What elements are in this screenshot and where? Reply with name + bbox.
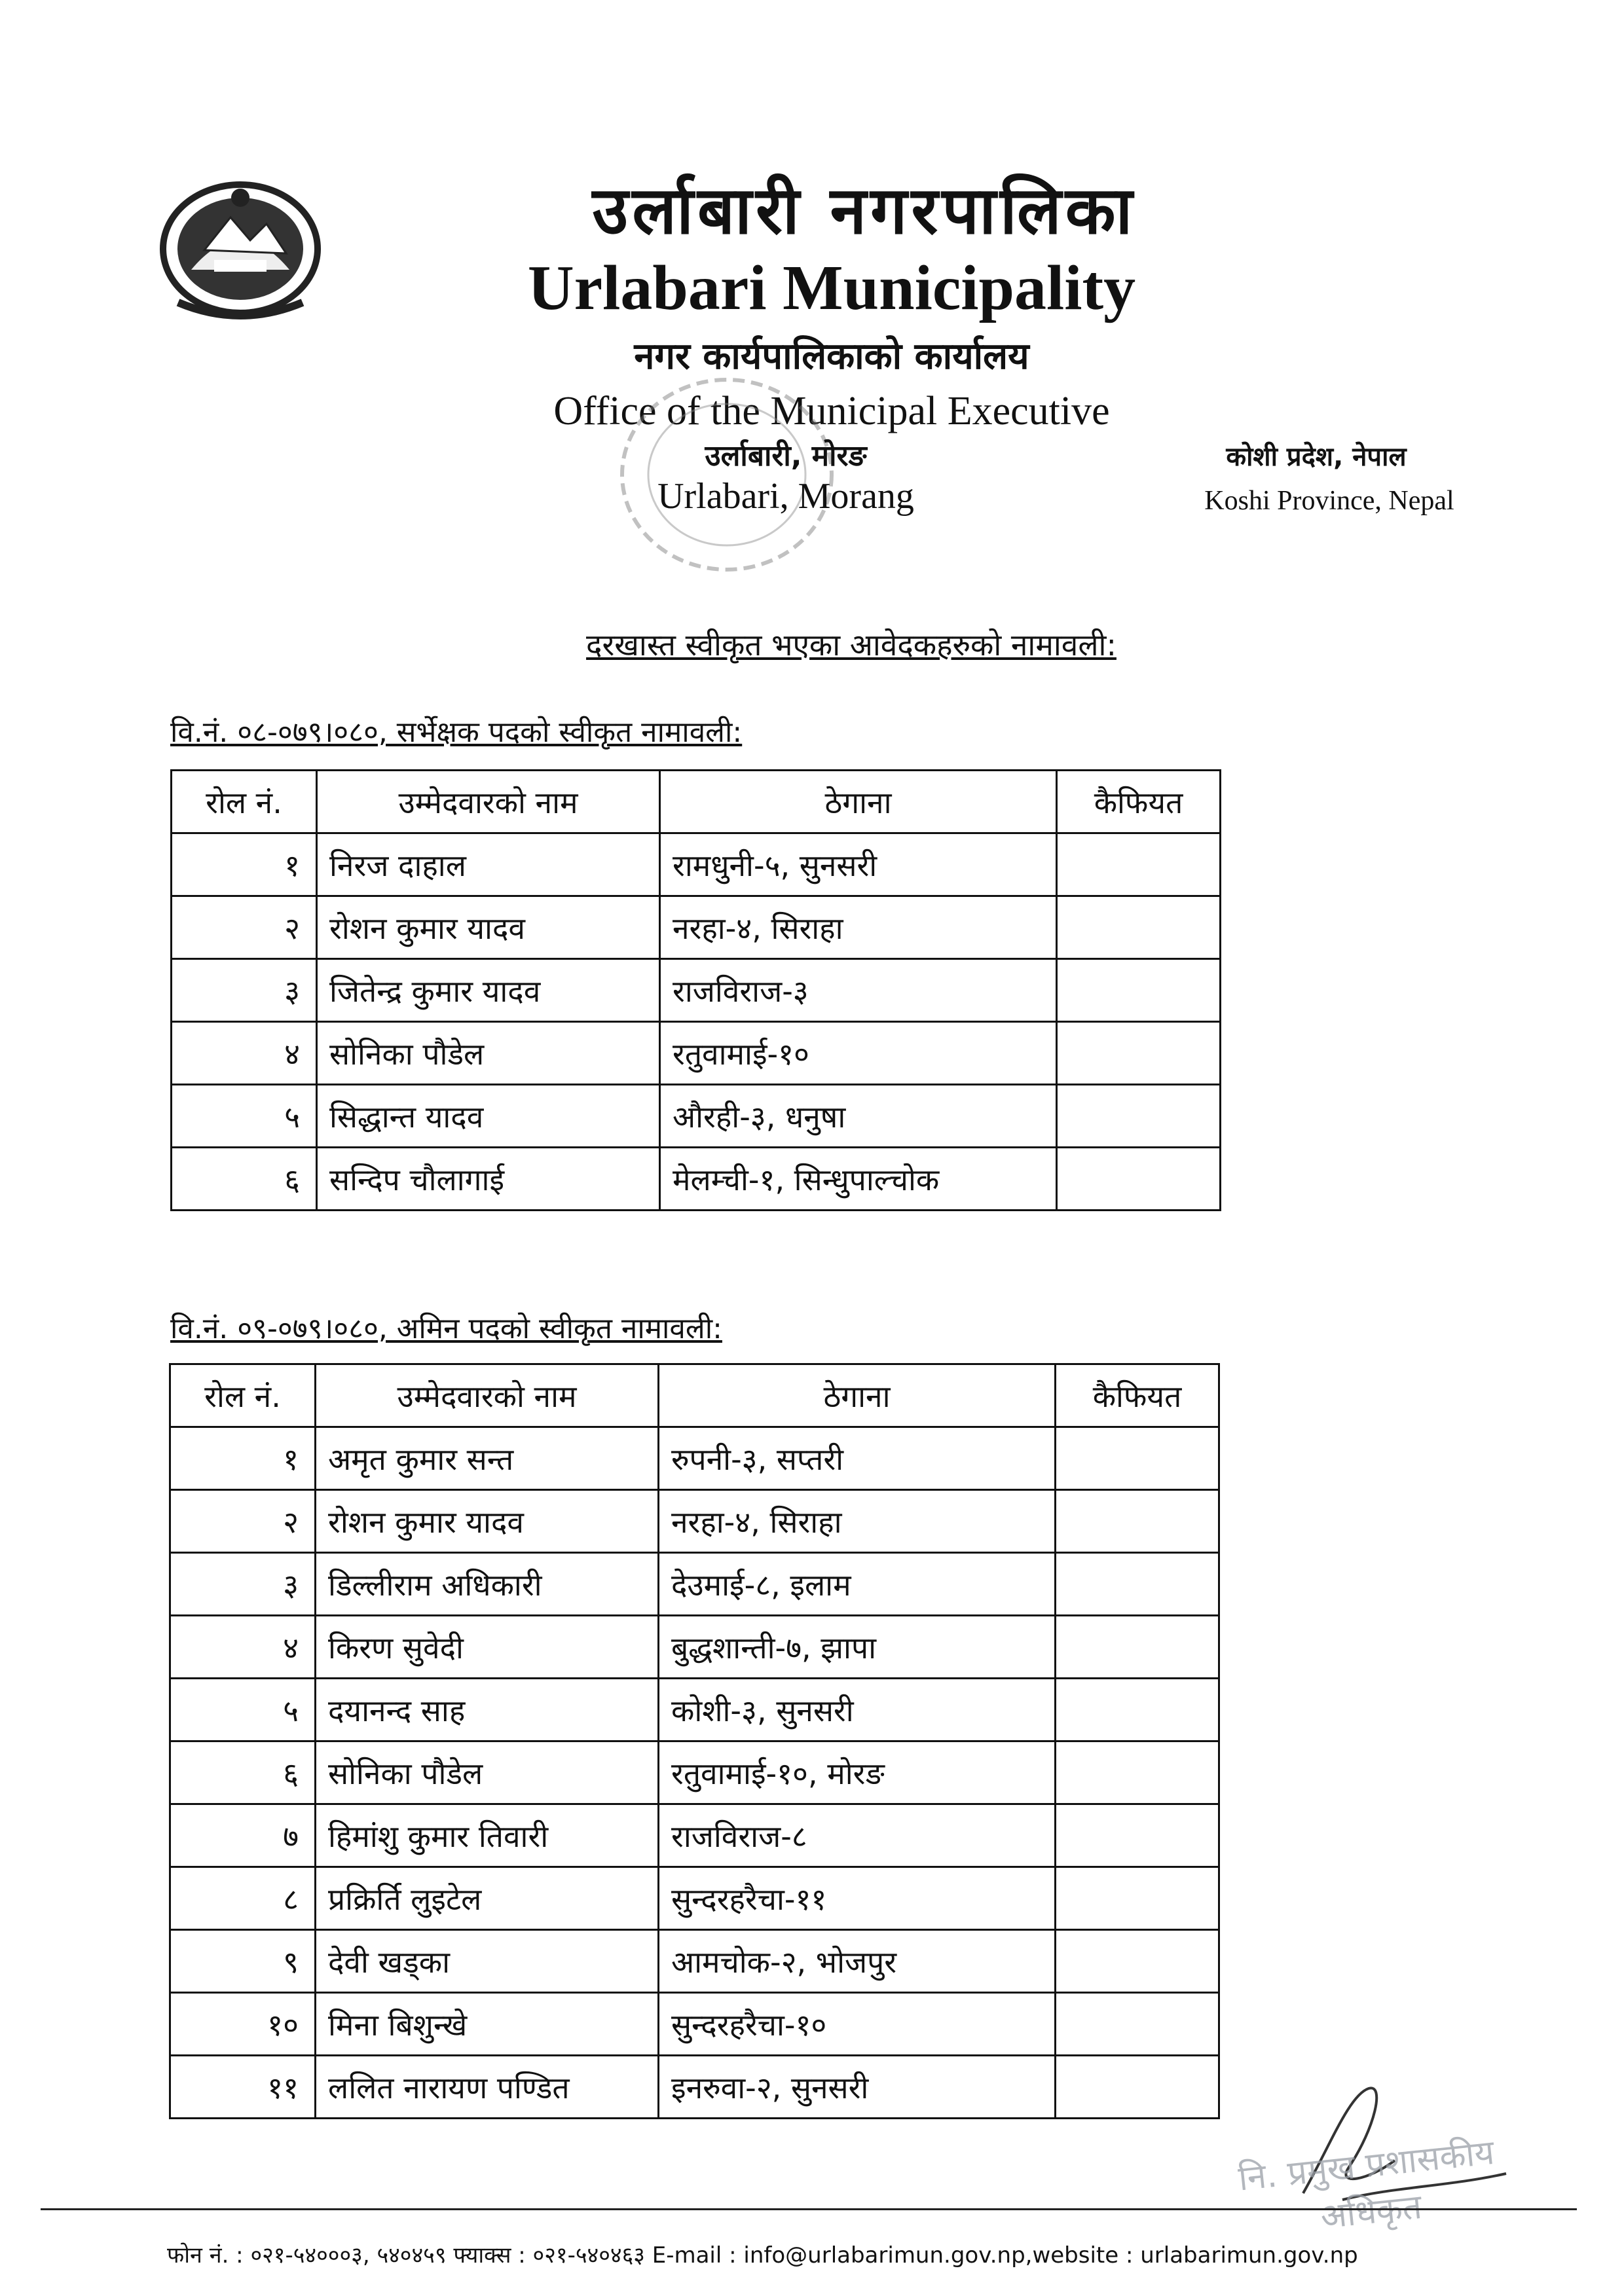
table-row [170, 1679, 1219, 1741]
table-row [170, 2056, 1219, 2119]
footer-divider [41, 2208, 1577, 2210]
province-english: Koshi Province, Nepal [1204, 486, 1454, 516]
roll-number-cell: ३ [170, 1553, 316, 1616]
address-cell: देउमाई-८, इलाम [659, 1553, 1056, 1616]
candidate-name-cell: किरण सुवेदी [316, 1616, 659, 1679]
footer-contact: फोन नं. : ०२१-५४०००३, ५४०४५९ फ्याक्स : ०२१-५४०४६३ E-mail : info@urlabarimun.gov.np,website : urlabarimun.gov.np [167, 2242, 1358, 2269]
table-header-row [170, 1364, 1219, 1427]
document-heading: दरखास्त स्वीकृत भएका आवेदकहरुको नामावली: [586, 627, 1116, 663]
table-row [170, 1490, 1219, 1553]
municipality-name-english: Urlabari Municipality [527, 253, 1136, 323]
table-row [172, 1085, 1221, 1148]
candidate-name-cell: रोशन कुमार यादव [316, 1490, 659, 1553]
address-cell: बुद्धशान्ती-७, झापा [659, 1616, 1056, 1679]
header-remarks: कैफियत [1056, 1364, 1219, 1427]
address-cell: रुपनी-३, सप्तरी [659, 1427, 1056, 1490]
municipality-name-nepali: उर्लाबारी नगरपालिका [592, 172, 1137, 249]
address-english: Urlabari, Morang [657, 476, 914, 517]
remarks-cell [1057, 1022, 1221, 1085]
remarks-cell [1057, 1085, 1221, 1148]
remarks-cell [1056, 1867, 1219, 1930]
remarks-cell [1057, 1148, 1221, 1211]
header-address: ठेगाना [660, 771, 1057, 833]
candidate-name-cell: रोशन कुमार यादव [317, 896, 660, 959]
remarks-cell [1057, 833, 1221, 896]
province-nepali: कोशी प्रदेश, नेपाल [1226, 442, 1407, 472]
address-cell: राजविराज-८ [659, 1804, 1056, 1867]
address-cell: इनरुवा-२, सुनसरी [659, 2056, 1056, 2119]
remarks-cell [1056, 1741, 1219, 1804]
address-cell: सुन्दरहरैचा-१० [659, 1993, 1056, 2056]
candidate-name-cell: देवी खड्का [316, 1930, 659, 1993]
roll-number-cell: २ [172, 896, 317, 959]
address-cell: आमचोक-२, भोजपुर [659, 1930, 1056, 1993]
header-candidate-name: उम्मेदवारको नाम [316, 1364, 659, 1427]
candidate-name-cell: डिल्लीराम अधिकारी [316, 1553, 659, 1616]
table-row [172, 1148, 1221, 1211]
table-row [170, 1553, 1219, 1616]
address-cell: नरहा-४, सिराहा [659, 1490, 1056, 1553]
roll-number-cell: १ [170, 1427, 316, 1490]
table-row [170, 1616, 1219, 1679]
office-name-nepali: नगर कार्यपालिकाको कार्यालय [634, 335, 1029, 378]
roll-number-cell: १० [170, 1993, 316, 2056]
remarks-cell [1056, 2056, 1219, 2119]
address-cell: मेलम्ची-१, सिन्धुपाल्चोक [660, 1148, 1057, 1211]
candidate-name-cell: सोनिका पौडेल [316, 1741, 659, 1804]
roll-number-cell: ११ [170, 2056, 316, 2119]
table-row [170, 1427, 1219, 1490]
address-cell: नरहा-४, सिराहा [660, 896, 1057, 959]
roll-number-cell: ४ [170, 1616, 316, 1679]
surveyor-table [170, 769, 1221, 1211]
candidate-name-cell: दयानन्द साह [316, 1679, 659, 1741]
roll-number-cell: १ [172, 833, 317, 896]
address-nepali: उर्लाबारी, मोरङ [705, 439, 867, 473]
candidate-name-cell: मिना बिशुन्खे [316, 1993, 659, 2056]
table-row [172, 833, 1221, 896]
table-row [170, 1741, 1219, 1804]
roll-number-cell: ४ [172, 1022, 317, 1085]
table-row [170, 1804, 1219, 1867]
municipality-emblem-icon [152, 172, 329, 322]
roll-number-cell: ३ [172, 959, 317, 1022]
header-address: ठेगाना [659, 1364, 1056, 1427]
table-header-row [172, 771, 1221, 833]
remarks-cell [1056, 1993, 1219, 2056]
candidate-name-cell: सोनिका पौडेल [317, 1022, 660, 1085]
remarks-cell [1056, 1490, 1219, 1553]
remarks-cell [1057, 959, 1221, 1022]
address-cell: कोशी-३, सुनसरी [659, 1679, 1056, 1741]
office-name-english: Office of the Municipal Executive [553, 389, 1110, 433]
roll-number-cell: ६ [170, 1741, 316, 1804]
section2-heading: वि.नं. ०९-०७९।०८०, अमिन पदको स्वीकृत नामावली: [170, 1312, 722, 1345]
candidate-name-cell: ललित नारायण पण्डित [316, 2056, 659, 2119]
roll-number-cell: ७ [170, 1804, 316, 1867]
candidate-name-cell: सिद्धान्त यादव [317, 1085, 660, 1148]
address-cell: रतुवामाई-१०, मोरङ [659, 1741, 1056, 1804]
candidate-name-cell: प्रक्रिर्ति लुइटेल [316, 1867, 659, 1930]
header-roll-number: रोल नं. [172, 771, 317, 833]
roll-number-cell: ८ [170, 1867, 316, 1930]
roll-number-cell: ९ [170, 1930, 316, 1993]
address-cell: रामधुनी-५, सुनसरी [660, 833, 1057, 896]
candidate-name-cell: अमृत कुमार सन्त [316, 1427, 659, 1490]
roll-number-cell: ६ [172, 1148, 317, 1211]
section1-heading: वि.नं. ०८-०७९।०८०, सर्भेक्षक पदको स्वीकृत नामावली: [170, 716, 743, 749]
candidate-name-cell: जितेन्द्र कुमार यादव [317, 959, 660, 1022]
table-row [172, 1022, 1221, 1085]
remarks-cell [1056, 1616, 1219, 1679]
header-roll-number: रोल नं. [170, 1364, 316, 1427]
remarks-cell [1056, 1930, 1219, 1993]
header-remarks: कैफियत [1057, 771, 1221, 833]
remarks-cell [1056, 1427, 1219, 1490]
remarks-cell [1056, 1804, 1219, 1867]
table-row [172, 896, 1221, 959]
candidate-name-cell: हिमांशु कुमार तिवारी [316, 1804, 659, 1867]
roll-number-cell: २ [170, 1490, 316, 1553]
remarks-cell [1057, 896, 1221, 959]
candidate-name-cell: निरज दाहाल [317, 833, 660, 896]
table-row [172, 959, 1221, 1022]
remarks-cell [1056, 1553, 1219, 1616]
table-row [170, 1867, 1219, 1930]
roll-number-cell: ५ [170, 1679, 316, 1741]
table-row [170, 1930, 1219, 1993]
header-candidate-name: उम्मेदवारको नाम [317, 771, 660, 833]
amin-table [169, 1363, 1220, 2119]
address-cell: औरही-३, धनुषा [660, 1085, 1057, 1148]
address-cell: सुन्दरहरैचा-११ [659, 1867, 1056, 1930]
address-cell: राजविराज-३ [660, 959, 1057, 1022]
candidate-name-cell: सन्दिप चौलागाई [317, 1148, 660, 1211]
remarks-cell [1056, 1679, 1219, 1741]
roll-number-cell: ५ [172, 1085, 317, 1148]
address-cell: रतुवामाई-१० [660, 1022, 1057, 1085]
table-row [170, 1993, 1219, 2056]
signatory-title: नि. प्रमुख प्रशासकीय अधिकृत [1236, 2132, 1496, 2237]
